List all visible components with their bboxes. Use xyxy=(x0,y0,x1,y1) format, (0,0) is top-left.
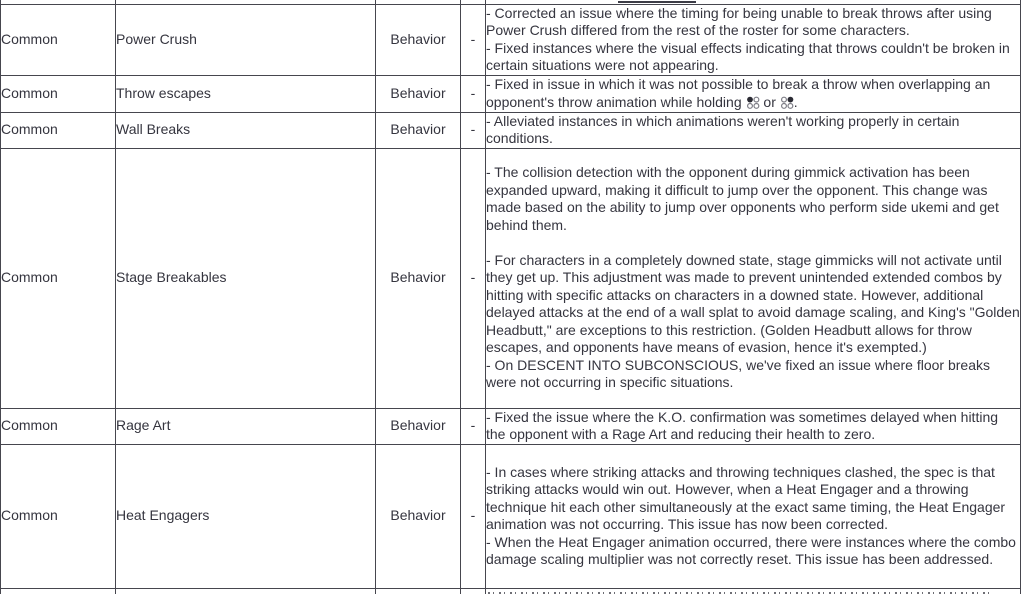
note-line: - For characters in a completely downed state, stage gimmicks will not activate until they get up. This adjustment was made to prevent unintended extended combos by hitting with specific attacks on characters in a downed state. However, additional delayed attacks at the end of a wall splat to avoid damage scaling, and King's "Golden Headbutt," are exceptions to this restriction. (Golden Headbutt allows for throw escapes, and opponents have means of evasion, hence it's exempted.) xyxy=(486,251,1020,356)
note-line: - On DESCENT INTO SUBCONSCIOUS, we've fixed an issue where floor breaks were not occurring in specific situations. xyxy=(486,356,990,391)
dash-cell: - xyxy=(461,408,486,444)
category-cell xyxy=(376,588,461,594)
character-cell: Common xyxy=(1,408,116,444)
table-row-clipped-bottom xyxy=(1,588,1021,594)
move-name-cell xyxy=(116,588,376,594)
dash-cell: - xyxy=(461,148,486,408)
category-cell: Behavior xyxy=(376,408,461,444)
note-line: - In cases where striking attacks and throwing techniques clashed, the spec is that striking attacks would win out. However, when a Heat Engager and a throwing technique hit each other simultaneously at the exact same timing, the Heat Engager animation was not occurring. This issue has now been corrected. xyxy=(486,463,1006,532)
move-name-cell: Rage Art xyxy=(116,408,376,444)
description-cell xyxy=(486,75,1021,112)
note-line: - Fixed instances where the visual effects indicating that throws couldn't be broken in certain situations were not appearing. xyxy=(486,39,1010,73)
move-name-cell: Wall Breaks xyxy=(116,112,376,148)
description-cell xyxy=(486,444,1021,588)
note-text: - Fixed in issue in which it was not possible to break a throw when overlapping an opponent's throw animation while holding xyxy=(486,76,991,110)
category-cell: Behavior xyxy=(376,148,461,408)
note-text: . xyxy=(793,93,798,110)
note-blank-line xyxy=(486,234,1020,252)
table-row-heat-engagers xyxy=(1,444,1021,588)
button-2-icon xyxy=(780,96,794,109)
move-name-cell: Stage Breakables xyxy=(116,148,376,408)
character-cell: Common xyxy=(1,112,116,148)
move-name-cell: Power Crush xyxy=(116,4,376,75)
note-line: - Fixed the issue where the K.O. confirmation was sometimes delayed when hitting the opponent with a Rage Art and reducing their health to zero. xyxy=(486,408,999,442)
note-line: - Alleviated instances in which animations weren't working properly in certain conditions. xyxy=(486,112,960,146)
description-cell xyxy=(486,588,1021,594)
category-cell: Behavior xyxy=(376,444,461,588)
character-cell: Common xyxy=(1,148,116,408)
description-cell xyxy=(486,148,1021,408)
table-row-rage-art xyxy=(1,408,1021,444)
character-cell xyxy=(1,588,116,594)
button-1-icon xyxy=(746,96,760,109)
character-cell: Common xyxy=(1,444,116,588)
note-line xyxy=(486,76,1020,111)
category-cell: Behavior xyxy=(376,75,461,112)
dash-cell: - xyxy=(461,75,486,112)
description-cell xyxy=(486,4,1021,75)
dash-cell xyxy=(461,588,486,594)
dash-cell: - xyxy=(461,444,486,588)
description-cell xyxy=(486,112,1021,148)
description-cell xyxy=(486,408,1021,444)
category-cell: Behavior xyxy=(376,112,461,148)
dash-cell: - xyxy=(461,112,486,148)
table-row-power-crush xyxy=(1,4,1021,75)
category-cell: Behavior xyxy=(376,4,461,75)
table-row-wall-breaks xyxy=(1,112,1021,148)
clipped-text-remnant xyxy=(618,1,696,3)
move-name-cell: Throw escapes xyxy=(116,75,376,112)
character-cell: Common xyxy=(1,75,116,112)
character-cell: Common xyxy=(1,4,116,75)
note-text: or xyxy=(759,93,780,110)
note-line: - Corrected an issue where the timing for being unable to break throws after using Power Crush differed from the rest of the roster for some characters. xyxy=(486,4,992,38)
move-name-cell: Heat Engagers xyxy=(116,444,376,588)
note-line: - The collision detection with the opponent during gimmick activation has been expanded upward, making it difficult to jump over the opponent. This change was made based on the ability to jump over opponents who perform side ukemi and get behind them. xyxy=(486,164,999,233)
dash-cell: - xyxy=(461,4,486,75)
table-row-stage-breakables xyxy=(1,148,1021,408)
table-row-throw-escapes xyxy=(1,75,1021,112)
note-line: - When the Heat Engager animation occurred, there were instances where the combo damage scaling multiplier was not correctly reset. This issue has been addressed. xyxy=(486,533,1016,567)
